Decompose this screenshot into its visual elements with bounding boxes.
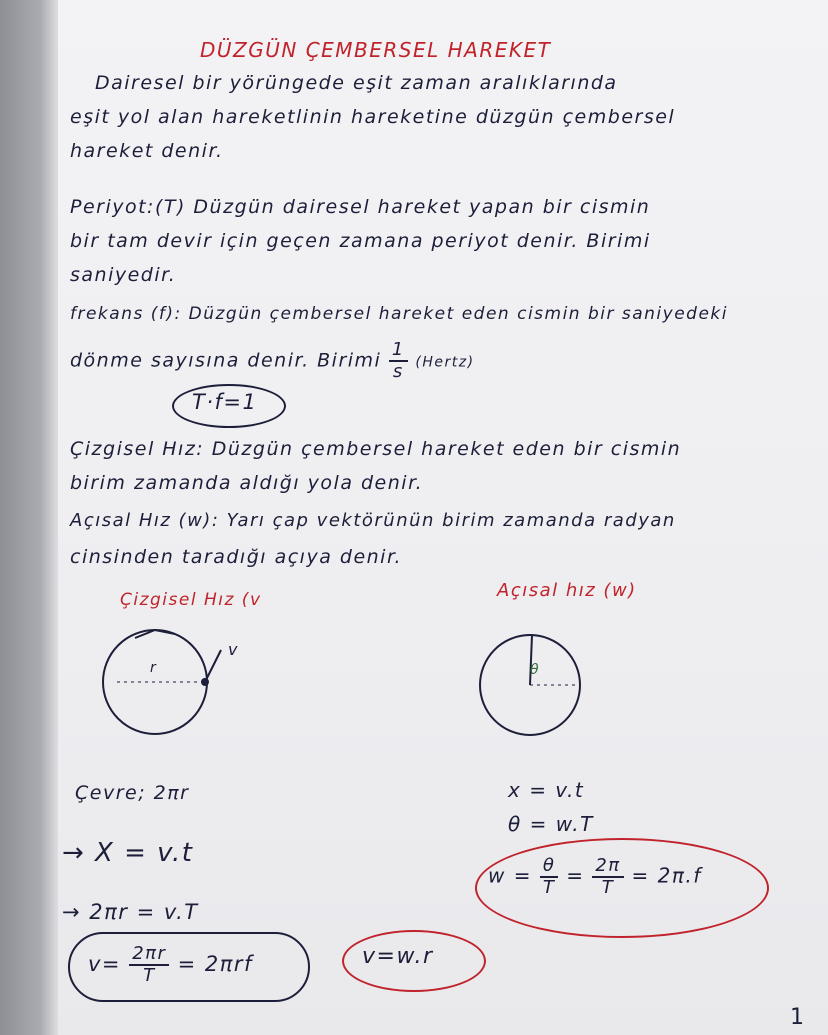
theta-formula: θ = w.T <box>508 812 594 836</box>
linear-speed-line-2: birim zamanda aldığı yola denir. <box>70 472 424 494</box>
theta-label: θ <box>530 662 541 678</box>
omega-formula <box>488 856 702 898</box>
angular-speed-circle-diagram <box>470 630 600 750</box>
w-lhs: w = <box>488 863 532 888</box>
radius-label: r <box>150 660 158 676</box>
two-pi-r-formula: → 2πr = v.T <box>62 900 199 924</box>
velocity-label: v <box>228 640 239 659</box>
angular-speed-line-1: Açısal Hız (w): Yarı çap vektörünün birim zamanda radyan <box>70 510 676 531</box>
w-eq: = <box>566 863 585 888</box>
period-line-2: bir tam devir için geçen zamana periyot denir. Birimi <box>70 230 651 252</box>
w-num-2: 2π <box>592 856 623 878</box>
w-fraction-2 <box>592 856 623 898</box>
distance-formula-left: → X = v.t <box>62 838 194 868</box>
v-rhs: = 2πrf <box>177 951 253 976</box>
unit-fraction <box>389 340 408 382</box>
frequency-line-1: frekans (f): Düzgün çembersel hareket eden cismin bir saniyedeki <box>70 304 728 324</box>
angular-diagram-label: Açısal hız (w) <box>497 580 637 601</box>
tf-formula: T·f=1 <box>192 390 258 414</box>
linear-diagram-label: Çizgisel Hız (v <box>120 590 262 610</box>
v-den: T <box>143 964 156 986</box>
w-fraction-1 <box>540 856 559 898</box>
circumference-formula: Çevre; 2πr <box>75 782 190 804</box>
v-fraction <box>129 944 169 986</box>
period-line-1: Periyot:(T) Düzgün dairesel hareket yapan bir cismin <box>70 196 651 218</box>
distance-formula-right: x = v.t <box>508 778 585 802</box>
intro-line-3: hareket denir. <box>70 140 224 162</box>
frequency-line-2 <box>70 340 475 382</box>
unit-den: s <box>392 360 404 382</box>
v-num: 2πr <box>129 944 169 966</box>
w-den-1: T <box>542 876 556 898</box>
linear-speed-line-1: Çizgisel Hız: Düzgün çembersel hareket eden bir cismin <box>70 438 682 460</box>
w-num-1: θ <box>540 856 559 878</box>
page-title: DÜZGÜN ÇEMBERSEL HAREKET <box>200 38 552 62</box>
v-w-r-formula: v=w.r <box>362 944 434 969</box>
w-den-2: T <box>601 876 615 898</box>
period-line-3: saniyedir. <box>70 264 177 286</box>
unit-num: 1 <box>389 340 408 362</box>
frequency-text: dönme sayısına denir. Birimi <box>70 349 382 372</box>
page-number: 1 <box>790 1005 806 1030</box>
v-lhs: v= <box>88 951 122 976</box>
intro-line-1: Dairesel bir yörüngede eşit zaman aralıklarında <box>95 72 618 94</box>
intro-line-2: eşit yol alan hareketlinin hareketine düzgün çembersel <box>70 106 676 128</box>
angular-speed-line-2: cinsinden taradığı açıya denir. <box>70 546 403 568</box>
hertz-label: (Hertz) <box>415 354 475 371</box>
w-rhs: = 2π.f <box>631 863 702 888</box>
velocity-formula <box>88 944 253 986</box>
linear-speed-circle-diagram <box>95 620 245 740</box>
